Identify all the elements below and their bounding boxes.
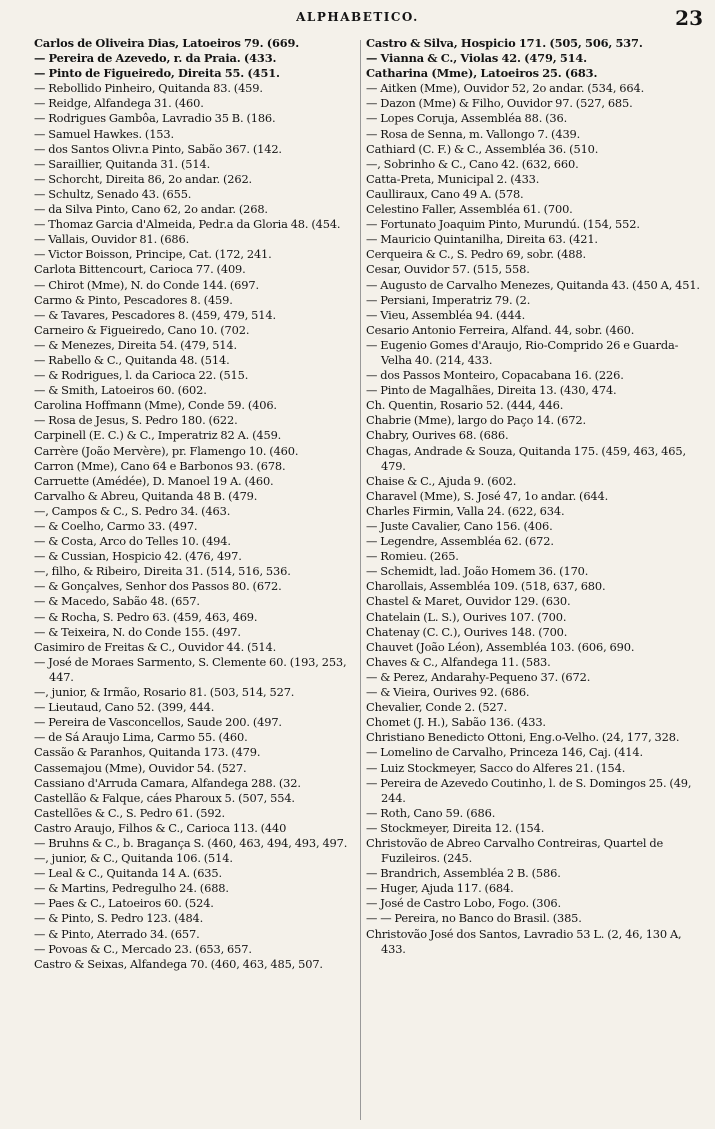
directory-entry: — Vianna & C., Violas 42. (479, 514. xyxy=(366,51,587,66)
directory-entry: Chaves & C., Alfandega 11. (583. xyxy=(366,654,551,669)
directory-entry: — & Perez, Andarahy-Pequeno 37. (672. xyxy=(366,669,591,684)
directory-entry: — & Teixeira, N. do Conde 155. (497. xyxy=(34,624,241,639)
column-divider xyxy=(360,40,361,1120)
directory-entry: Castellão & Falque, cáes Pharoux 5. (507, 554. xyxy=(34,790,295,805)
directory-entry: —, Campos & C., S. Pedro 34. (463. xyxy=(34,503,231,518)
directory-entry: Cesar, Ouvidor 57. (515, 558. xyxy=(366,262,530,277)
directory-entry: Carruette (Amédée), D. Manoel 19 A. (460. xyxy=(34,473,274,488)
directory-entry: — Thomaz Garcia d'Almeida, Pedr.a da Gloria 48. (454. xyxy=(34,217,341,232)
directory-entry: Chagas, Andrade & Souza, Quitanda 175. (459, 463, 465, 479. xyxy=(366,443,686,473)
directory-entry: Carmo & Pinto, Pescadores 8. (459. xyxy=(34,292,233,307)
directory-entry: Cathiard (C. F.) & C., Assembléa 36. (510. xyxy=(366,141,599,156)
directory-entry: — Pereira de Azevedo, r. da Praia. (433. xyxy=(34,51,277,66)
directory-entry: — — Pereira, no Banco do Brasil. (385. xyxy=(366,911,582,926)
directory-entry: Cassão & Paranhos, Quitanda 173. (479. xyxy=(34,745,261,760)
left-column xyxy=(34,36,356,1121)
directory-entry: Christovão de Abreo Carvalho Contreiras, Quartel de Fuzileiros. (245. xyxy=(366,835,664,866)
directory-entry: — Saraillier, Quitanda 31. (514. xyxy=(34,156,211,171)
directory-entry: — & Costa, Arco do Telles 10. (494. xyxy=(34,534,231,549)
directory-entry: — da Silva Pinto, Cano 62, 2o andar. (268. xyxy=(34,202,268,217)
directory-entry: Casimiro de Freitas & C., Ouvidor 44. (514. xyxy=(34,639,277,654)
directory-entry: Ch. Quentin, Rosario 52. (444, 446. xyxy=(366,398,564,413)
page-header xyxy=(0,6,715,34)
directory-entry: — Pereira de Azevedo Coutinho, l. de S. Domingos 25. (49, 244. xyxy=(366,775,692,805)
directory-entry: — dos Santos Olivr.a Pinto, Sabão 367. (142. xyxy=(34,141,282,156)
directory-entry: Catta-Preta, Municipal 2. (433. xyxy=(366,171,540,186)
directory-entry: —, junior, & C., Quitanda 106. (514. xyxy=(34,851,233,866)
directory-entry: Charollais, Assembléa 109. (518, 637, 680. xyxy=(366,579,606,594)
right-column xyxy=(366,36,706,1121)
directory-entry: Chauvet (João Léon), Assembléa 103. (606, 690. xyxy=(366,639,635,654)
directory-entry: Chatelain (L. S.), Ourives 107. (700. xyxy=(366,609,567,624)
directory-entry: — Stockmeyer, Direita 12. (154. xyxy=(366,820,545,835)
directory-entry: — Chirot (Mme), N. do Conde 144. (697. xyxy=(34,277,259,292)
directory-entry: Christiano Benedicto Ottoni, Eng.o-Velho. (24, 177, 328. xyxy=(366,730,680,745)
directory-entry: — & Rodrigues, l. da Carioca 22. (515. xyxy=(34,368,249,383)
directory-entry: — Schultz, Senado 43. (655. xyxy=(34,186,192,201)
directory-entry: Caulliraux, Cano 49 A. (578. xyxy=(366,186,524,201)
directory-entry: Catharina (Mme), Latoeiros 25. (683. xyxy=(366,66,598,81)
directory-entry: — Victor Boisson, Principe, Cat. (172, 241. xyxy=(34,247,272,262)
directory-entry: — & Martins, Pedregulho 24. (688. xyxy=(34,881,229,896)
directory-entry: Charles Firmin, Valla 24. (622, 634. xyxy=(366,503,565,518)
directory-entry: — & Smith, Latoeiros 60. (602. xyxy=(34,383,207,398)
directory-entry: — Brandrich, Assembléa 2 B. (586. xyxy=(366,866,561,881)
directory-entry: Christovão José dos Santos, Lavradio 53 L. (2, 46, 130 A, 433. xyxy=(366,926,682,956)
directory-entry: — & Vieira, Ourives 92. (686. xyxy=(366,685,530,700)
directory-entry: Chevalier, Conde 2. (527. xyxy=(366,700,508,715)
directory-entry: Chaise & C., Ajuda 9. (602. xyxy=(366,473,517,488)
directory-entry: Chatenay (C. C.), Ourives 148. (700. xyxy=(366,624,568,639)
directory-entry: — Schorcht, Direita 86, 2o andar. (262. xyxy=(34,171,253,186)
directory-entry: Cassiano d'Arruda Camara, Alfandega 288. (32. xyxy=(34,775,301,790)
directory-entry: — Mauricio Quintanilha, Direita 63. (421. xyxy=(366,232,598,247)
directory-entry: — Rosa de Jesus, S. Pedro 180. (622. xyxy=(34,413,238,428)
directory-entry: Cesario Antonio Ferreira, Alfand. 44, sobr. (460. xyxy=(366,322,635,337)
directory-entry: Chabry, Ourives 68. (686. xyxy=(366,428,509,443)
directory-entry: —, Sobrinho & C., Cano 42. (632, 660. xyxy=(366,156,579,171)
running-title: ALPHABETICO. xyxy=(296,10,419,24)
directory-entry: — Persiani, Imperatriz 79. (2. xyxy=(366,292,531,307)
directory-entry: — Rabello & C., Quitanda 48. (514. xyxy=(34,352,230,367)
directory-entry: — dos Passos Monteiro, Copacabana 16. (226. xyxy=(366,368,624,383)
directory-entry: — Huger, Ajuda 117. (684. xyxy=(366,881,514,896)
directory-entry: —, filho, & Ribeiro, Direita 31. (514, 516, 536. xyxy=(34,564,291,579)
directory-entry: Carlos de Oliveira Dias, Latoeiros 79. (669. xyxy=(34,36,300,50)
directory-entry: — José de Castro Lobo, Fogo. (306. xyxy=(366,896,561,911)
directory-entry: — & Menezes, Direita 54. (479, 514. xyxy=(34,337,237,352)
directory-entry: Carron (Mme), Cano 64 e Barbonos 93. (678. xyxy=(34,458,286,473)
page-number: 23 xyxy=(675,6,703,30)
directory-entry: — Roth, Cano 59. (686. xyxy=(366,805,496,820)
directory-entry: — Schemidt, lad. João Homem 36. (170. xyxy=(366,564,589,579)
directory-entry: — Lieutaud, Cano 52. (399, 444. xyxy=(34,700,215,715)
directory-entry: — Reidge, Alfandega 31. (460. xyxy=(34,96,204,111)
directory-entry: — Pereira de Vasconcellos, Saude 200. (497. xyxy=(34,715,282,730)
directory-entry: — Romieu. (265. xyxy=(366,549,459,564)
directory-entry: — Leal & C., Quitanda 14 A. (635. xyxy=(34,866,222,881)
directory-entry: Chomet (J. H.), Sabão 136. (433. xyxy=(366,715,546,730)
directory-entry: — Povoas & C., Mercado 23. (653, 657. xyxy=(34,941,252,956)
directory-entry: — Luiz Stockmeyer, Sacco do Alferes 21. (154. xyxy=(366,760,626,775)
directory-entry: Castro & Silva, Hospicio 171. (505, 506, 537. xyxy=(366,36,643,50)
directory-entry: — de Sá Araujo Lima, Carmo 55. (460. xyxy=(34,730,248,745)
directory-entry: Castellões & C., S. Pedro 61. (592. xyxy=(34,805,225,820)
directory-entry: — Vieu, Assembléa 94. (444. xyxy=(366,307,526,322)
directory-entry: — Rosa de Senna, m. Vallongo 7. (439. xyxy=(366,126,581,141)
directory-entry: — Pinto de Magalhães, Direita 13. (430, 474. xyxy=(366,383,617,398)
directory-entry: Carpinell (E. C.) & C., Imperatriz 82 A. (459. xyxy=(34,428,282,443)
directory-entry: — & Pinto, Aterrado 34. (657. xyxy=(34,926,200,941)
directory-entry: Carolina Hoffmann (Mme), Conde 59. (406. xyxy=(34,398,277,413)
directory-entry: Castro & Seixas, Alfandega 70. (460, 463, 485, 507. xyxy=(34,956,323,971)
directory-entry: — Vallais, Ouvidor 81. (686. xyxy=(34,232,190,247)
directory-entry: — Lopes Coruja, Assembléa 88. (36. xyxy=(366,111,568,126)
directory-entry: Chabrie (Mme), largo do Paço 14. (672. xyxy=(366,413,586,428)
directory-entry: — Bruhns & C., b. Bragança S. (460, 463, 494, 493, 497. xyxy=(34,835,348,850)
directory-entry: Celestino Faller, Assembléa 61. (700. xyxy=(366,202,573,217)
directory-entry: Chastel & Maret, Ouvidor 129. (630. xyxy=(366,594,571,609)
directory-entry: Cerqueira & C., S. Pedro 69, sobr. (488. xyxy=(366,247,586,262)
directory-entry: Castro Araujo, Filhos & C., Carioca 113. (440 xyxy=(34,820,287,835)
directory-entry: — Rebollido Pinheiro, Quitanda 83. (459. xyxy=(34,81,263,96)
directory-entry: Cassemajou (Mme), Ouvidor 54. (527. xyxy=(34,760,247,775)
directory-entry: — Eugenio Gomes d'Araujo, Rio-Comprido 26 e Guarda-Velha 40. (214, 433. xyxy=(366,337,679,367)
directory-entry: — Pinto de Figueiredo, Direita 55. (451. xyxy=(34,66,280,81)
directory-entry: — & Rocha, S. Pedro 63. (459, 463, 469. xyxy=(34,609,258,624)
directory-entry: Charavel (Mme), S. José 47, 1o andar. (644. xyxy=(366,488,609,503)
directory-entry: — & Gonçalves, Senhor dos Passos 80. (672. xyxy=(34,579,282,594)
directory-entry: — Dazon (Mme) & Filho, Ouvidor 97. (527, 685. xyxy=(366,96,633,111)
directory-entry: — & Tavares, Pescadores 8. (459, 479, 514. xyxy=(34,307,276,322)
directory-entry: — Augusto de Carvalho Menezes, Quitanda 43. (450 A, 451. xyxy=(366,277,700,292)
directory-entry: — & Pinto, S. Pedro 123. (484. xyxy=(34,911,204,926)
directory-entry: — Juste Cavalier, Cano 156. (406. xyxy=(366,519,553,533)
directory-entry: — Aitken (Mme), Ouvidor 52, 2o andar. (534, 664. xyxy=(366,81,645,96)
directory-entry: — Samuel Hawkes. (153. xyxy=(34,126,174,141)
directory-entry: — Rodrigues Gambôa, Lavradio 35 B. (186. xyxy=(34,111,276,126)
directory-entry: Carlota Bittencourt, Carioca 77. (409. xyxy=(34,262,246,277)
directory-entry: Carrère (João Mervère), pr. Flamengo 10. (460. xyxy=(34,443,299,458)
directory-entry: — Lomelino de Carvalho, Princeza 146, Caj. (414. xyxy=(366,745,643,760)
directory-entry: — Paes & C., Latoeiros 60. (524. xyxy=(34,896,214,911)
directory-entry: — & Coelho, Carmo 33. (497. xyxy=(34,519,198,533)
directory-entry: — Fortunato Joaquim Pinto, Murundú. (154, 552. xyxy=(366,217,640,232)
directory-entry: — José de Moraes Sarmento, S. Clemente 60. (193, 253, 447. xyxy=(34,654,347,684)
directory-entry: Carneiro & Figueiredo, Cano 10. (702. xyxy=(34,322,250,337)
directory-entry: — Legendre, Assembléa 62. (672. xyxy=(366,534,554,549)
directory-entry: —, junior, & Irmão, Rosario 81. (503, 514, 527. xyxy=(34,685,295,700)
directory-entry: Carvalho & Abreu, Quitanda 48 B. (479. xyxy=(34,488,258,503)
directory-entry: — & Cussian, Hospicio 42. (476, 497. xyxy=(34,549,242,564)
directory-entry: — & Macedo, Sabão 48. (657. xyxy=(34,594,200,609)
